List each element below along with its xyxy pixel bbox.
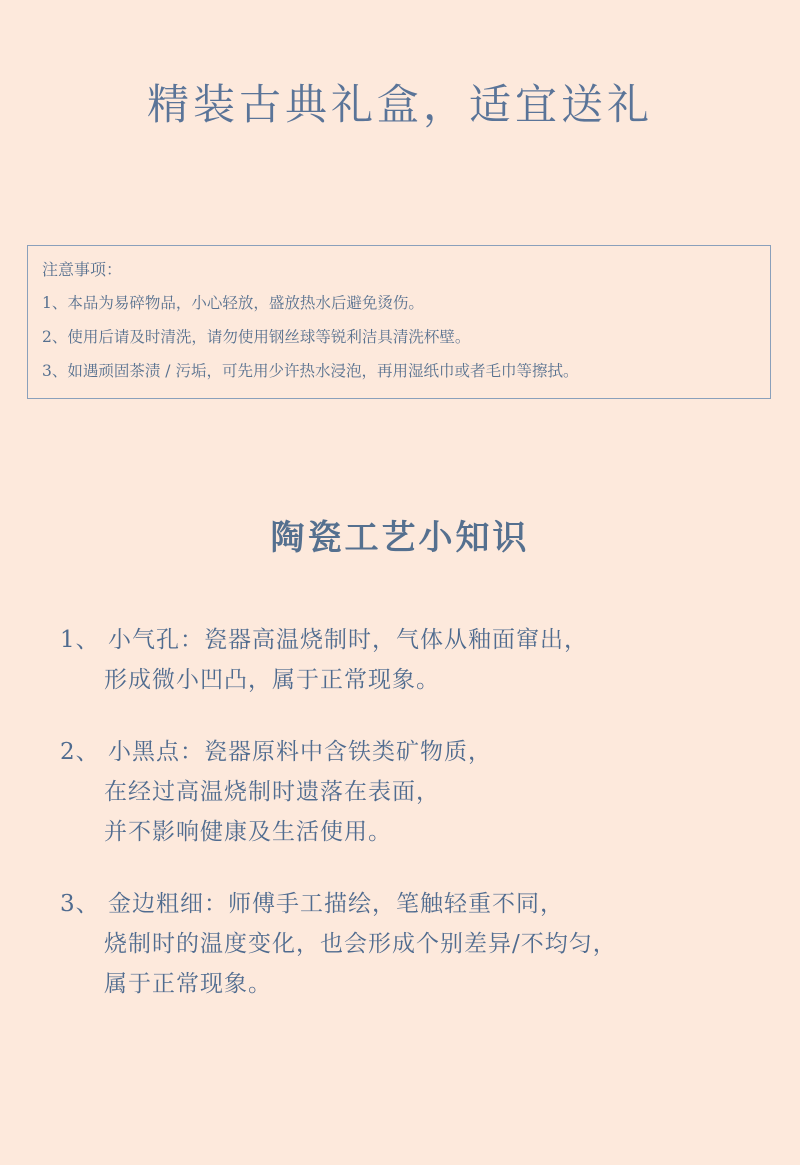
notice-line: 3、如遇顽固茶渍 / 污垢，可先用少许热水浸泡，再用湿纸巾或者毛巾等擦拭。: [42, 362, 579, 380]
knowledge-list: [60, 620, 780, 1036]
item-number: 1、: [60, 627, 100, 653]
notice-line: 2、使用后请及时清洗，请勿使用钢丝球等锐利洁具清洗杯壁。: [42, 328, 471, 346]
knowledge-item: [60, 732, 780, 852]
item-text: 金边粗细：师傅手工描绘，笔触轻重不同，: [108, 891, 564, 917]
item-text: 并不影响健康及生活使用。: [104, 819, 392, 845]
page-title: 精装古典礼盒，适宜送礼: [146, 80, 653, 129]
notice-heading: 注意事项：: [42, 260, 123, 279]
item-number: 3、: [60, 891, 100, 917]
item-text: 烧制时的温度变化，也会形成个别差异/不均匀，: [104, 931, 617, 957]
item-number: 2、: [60, 739, 100, 765]
item-text: 形成微小凹凸，属于正常现象。: [104, 667, 440, 693]
knowledge-item: [60, 620, 780, 700]
item-text: 小气孔：瓷器高温烧制时，气体从釉面窜出，: [108, 627, 588, 653]
item-text: 属于正常现象。: [104, 971, 272, 997]
section-title: 陶瓷工艺小知识: [270, 518, 530, 558]
item-text: 小黑点：瓷器原料中含铁类矿物质，: [108, 739, 492, 765]
notice-box: [27, 245, 771, 399]
notice-line: 1、本品为易碎物品，小心轻放，盛放热水后避免烫伤。: [42, 294, 424, 312]
item-text: 在经过高温烧制时遗落在表面，: [104, 779, 440, 805]
knowledge-item: [60, 884, 780, 1004]
